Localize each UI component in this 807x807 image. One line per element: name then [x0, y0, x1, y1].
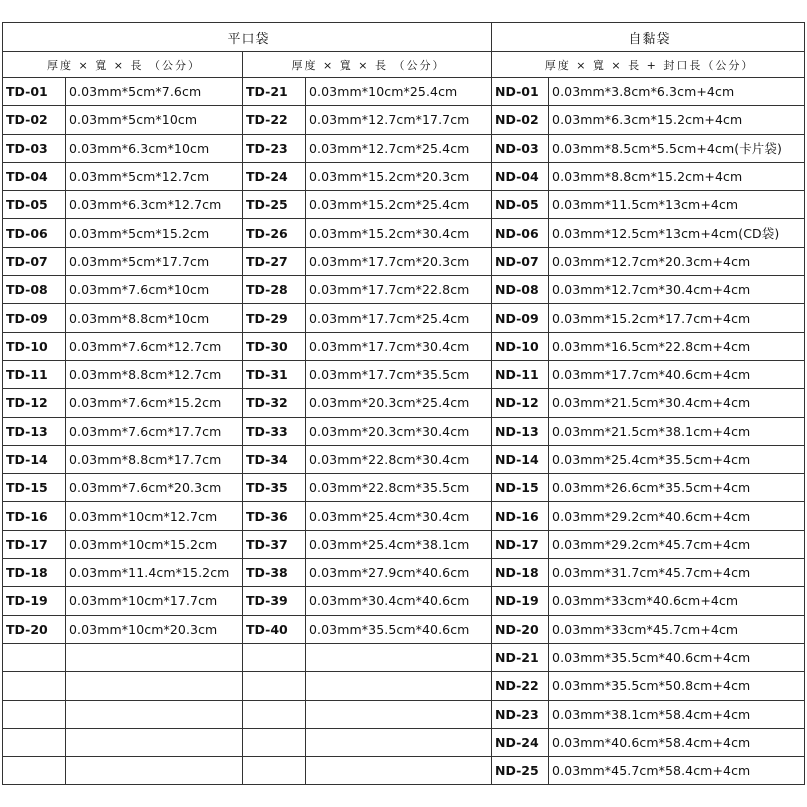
flat-bag-code: TD-18	[3, 559, 66, 587]
zip-bag-code: ND-09	[492, 304, 549, 332]
flat-bag-code: TD-21	[243, 78, 306, 106]
flat-bag-title: 平口袋	[3, 23, 492, 52]
table-row	[3, 530, 805, 558]
zip-bag-code: ND-03	[492, 134, 549, 162]
zip-bag-title: 自黏袋	[492, 23, 805, 52]
table-row	[3, 643, 805, 671]
flat-bag-code: TD-07	[3, 247, 66, 275]
zip-bag-code: ND-02	[492, 106, 549, 134]
flat-bag-code: TD-40	[243, 615, 306, 643]
flat-bag-code: TD-13	[3, 417, 66, 445]
flat-bag-code: TD-19	[3, 587, 66, 615]
flat-bag-code: TD-33	[243, 417, 306, 445]
flat-bag-spec: 0.03mm*7.6cm*17.7cm	[66, 417, 243, 445]
flat-bag-spec: 0.03mm*15.2cm*20.3cm	[306, 162, 492, 190]
flat-bag-spec	[306, 728, 492, 756]
zip-bag-code: ND-20	[492, 615, 549, 643]
zip-bag-code: ND-24	[492, 728, 549, 756]
zip-bag-code: ND-22	[492, 672, 549, 700]
zip-bag-spec: 0.03mm*29.2cm*40.6cm+4cm	[549, 502, 805, 530]
flat-bag-spec	[306, 672, 492, 700]
zip-bag-spec: 0.03mm*17.7cm*40.6cm+4cm	[549, 360, 805, 388]
flat-bag-spec	[306, 757, 492, 785]
zip-bag-spec: 0.03mm*11.5cm*13cm+4cm	[549, 191, 805, 219]
flat-bag-header-left: 厚度 × 寬 × 長 （公分）	[3, 52, 243, 78]
flat-bag-spec: 0.03mm*5cm*15.2cm	[66, 219, 243, 247]
flat-bag-spec: 0.03mm*5cm*17.7cm	[66, 247, 243, 275]
flat-bag-code	[3, 672, 66, 700]
flat-bag-spec: 0.03mm*8.8cm*12.7cm	[66, 360, 243, 388]
flat-bag-code	[243, 700, 306, 728]
flat-bag-spec: 0.03mm*10cm*20.3cm	[66, 615, 243, 643]
flat-bag-spec: 0.03mm*8.8cm*10cm	[66, 304, 243, 332]
table-row	[3, 615, 805, 643]
zip-bag-spec: 0.03mm*8.8cm*15.2cm+4cm	[549, 162, 805, 190]
flat-bag-spec: 0.03mm*5cm*12.7cm	[66, 162, 243, 190]
flat-bag-code: TD-11	[3, 360, 66, 388]
zip-bag-code: ND-07	[492, 247, 549, 275]
table-row	[3, 757, 805, 785]
flat-bag-code: TD-06	[3, 219, 66, 247]
zip-bag-spec: 0.03mm*21.5cm*30.4cm+4cm	[549, 389, 805, 417]
flat-bag-spec: 0.03mm*17.7cm*22.8cm	[306, 276, 492, 304]
flat-bag-code: TD-28	[243, 276, 306, 304]
flat-bag-code: TD-10	[3, 332, 66, 360]
flat-bag-spec: 0.03mm*10cm*17.7cm	[66, 587, 243, 615]
zip-bag-code: ND-13	[492, 417, 549, 445]
zip-bag-spec: 0.03mm*33cm*40.6cm+4cm	[549, 587, 805, 615]
table-row	[3, 559, 805, 587]
flat-bag-code: TD-30	[243, 332, 306, 360]
flat-bag-spec: 0.03mm*10cm*15.2cm	[66, 530, 243, 558]
zip-bag-spec: 0.03mm*8.5cm*5.5cm+4cm(卡片袋)	[549, 134, 805, 162]
table-row	[3, 360, 805, 388]
flat-bag-code: TD-26	[243, 219, 306, 247]
zip-bag-code: ND-14	[492, 445, 549, 473]
flat-bag-code	[243, 643, 306, 671]
flat-bag-header-right: 厚度 × 寬 × 長 （公分）	[243, 52, 492, 78]
flat-bag-code: TD-35	[243, 474, 306, 502]
flat-bag-spec	[306, 700, 492, 728]
flat-bag-spec	[66, 643, 243, 671]
zip-bag-code: ND-21	[492, 643, 549, 671]
table-row	[3, 587, 805, 615]
flat-bag-code: TD-03	[3, 134, 66, 162]
zip-bag-code: ND-10	[492, 332, 549, 360]
flat-bag-spec: 0.03mm*15.2cm*30.4cm	[306, 219, 492, 247]
header-row	[3, 52, 805, 78]
table-row	[3, 162, 805, 190]
flat-bag-code: TD-12	[3, 389, 66, 417]
flat-bag-spec: 0.03mm*20.3cm*25.4cm	[306, 389, 492, 417]
flat-bag-spec	[66, 672, 243, 700]
table-row	[3, 191, 805, 219]
table-row	[3, 728, 805, 756]
flat-bag-spec: 0.03mm*17.7cm*20.3cm	[306, 247, 492, 275]
zip-bag-spec: 0.03mm*35.5cm*50.8cm+4cm	[549, 672, 805, 700]
table-row	[3, 78, 805, 106]
zip-bag-code: ND-05	[492, 191, 549, 219]
table-row	[3, 276, 805, 304]
flat-bag-code: TD-05	[3, 191, 66, 219]
flat-bag-code: TD-22	[243, 106, 306, 134]
flat-bag-code: TD-17	[3, 530, 66, 558]
zip-bag-spec: 0.03mm*3.8cm*6.3cm+4cm	[549, 78, 805, 106]
zip-bag-spec: 0.03mm*35.5cm*40.6cm+4cm	[549, 643, 805, 671]
flat-bag-spec: 0.03mm*12.7cm*17.7cm	[306, 106, 492, 134]
flat-bag-code: TD-02	[3, 106, 66, 134]
zip-bag-header: 厚度 × 寬 × 長 + 封口長（公分）	[492, 52, 805, 78]
table-row	[3, 417, 805, 445]
zip-bag-spec: 0.03mm*12.5cm*13cm+4cm(CD袋)	[549, 219, 805, 247]
zip-bag-spec: 0.03mm*16.5cm*22.8cm+4cm	[549, 332, 805, 360]
flat-bag-spec: 0.03mm*7.6cm*12.7cm	[66, 332, 243, 360]
flat-bag-spec: 0.03mm*7.6cm*20.3cm	[66, 474, 243, 502]
flat-bag-code	[3, 643, 66, 671]
zip-bag-code: ND-04	[492, 162, 549, 190]
flat-bag-spec: 0.03mm*5cm*7.6cm	[66, 78, 243, 106]
flat-bag-spec	[66, 757, 243, 785]
flat-bag-spec: 0.03mm*25.4cm*38.1cm	[306, 530, 492, 558]
table-row	[3, 332, 805, 360]
flat-bag-spec: 0.03mm*7.6cm*15.2cm	[66, 389, 243, 417]
zip-bag-spec: 0.03mm*33cm*45.7cm+4cm	[549, 615, 805, 643]
zip-bag-spec: 0.03mm*25.4cm*35.5cm+4cm	[549, 445, 805, 473]
flat-bag-spec: 0.03mm*17.7cm*35.5cm	[306, 360, 492, 388]
flat-bag-spec	[306, 643, 492, 671]
zip-bag-spec: 0.03mm*38.1cm*58.4cm+4cm	[549, 700, 805, 728]
flat-bag-spec: 0.03mm*22.8cm*35.5cm	[306, 474, 492, 502]
flat-bag-spec: 0.03mm*10cm*25.4cm	[306, 78, 492, 106]
table-row	[3, 502, 805, 530]
flat-bag-code: TD-24	[243, 162, 306, 190]
flat-bag-code: TD-04	[3, 162, 66, 190]
zip-bag-code: ND-06	[492, 219, 549, 247]
title-row	[3, 23, 805, 52]
flat-bag-spec: 0.03mm*30.4cm*40.6cm	[306, 587, 492, 615]
flat-bag-code	[243, 757, 306, 785]
flat-bag-code: TD-34	[243, 445, 306, 473]
flat-bag-code: TD-14	[3, 445, 66, 473]
table-row	[3, 672, 805, 700]
flat-bag-spec: 0.03mm*17.7cm*25.4cm	[306, 304, 492, 332]
flat-bag-code: TD-36	[243, 502, 306, 530]
zip-bag-spec: 0.03mm*12.7cm*20.3cm+4cm	[549, 247, 805, 275]
flat-bag-spec: 0.03mm*35.5cm*40.6cm	[306, 615, 492, 643]
zip-bag-code: ND-12	[492, 389, 549, 417]
flat-bag-code	[243, 728, 306, 756]
zip-bag-spec: 0.03mm*6.3cm*15.2cm+4cm	[549, 106, 805, 134]
zip-bag-spec: 0.03mm*15.2cm*17.7cm+4cm	[549, 304, 805, 332]
flat-bag-code: TD-29	[243, 304, 306, 332]
table-row	[3, 134, 805, 162]
zip-bag-spec: 0.03mm*12.7cm*30.4cm+4cm	[549, 276, 805, 304]
zip-bag-code: ND-11	[492, 360, 549, 388]
zip-bag-code: ND-17	[492, 530, 549, 558]
flat-bag-code: TD-20	[3, 615, 66, 643]
flat-bag-spec: 0.03mm*8.8cm*17.7cm	[66, 445, 243, 473]
flat-bag-spec: 0.03mm*27.9cm*40.6cm	[306, 559, 492, 587]
flat-bag-spec: 0.03mm*7.6cm*10cm	[66, 276, 243, 304]
table-row	[3, 389, 805, 417]
zip-bag-code: ND-25	[492, 757, 549, 785]
table-row	[3, 106, 805, 134]
table-row	[3, 700, 805, 728]
table-row	[3, 219, 805, 247]
flat-bag-spec: 0.03mm*10cm*12.7cm	[66, 502, 243, 530]
flat-bag-code	[3, 757, 66, 785]
flat-bag-code: TD-23	[243, 134, 306, 162]
flat-bag-spec: 0.03mm*11.4cm*15.2cm	[66, 559, 243, 587]
flat-bag-spec: 0.03mm*17.7cm*30.4cm	[306, 332, 492, 360]
table-row	[3, 474, 805, 502]
zip-bag-spec: 0.03mm*29.2cm*45.7cm+4cm	[549, 530, 805, 558]
flat-bag-code: TD-08	[3, 276, 66, 304]
zip-bag-spec: 0.03mm*45.7cm*58.4cm+4cm	[549, 757, 805, 785]
table-row	[3, 445, 805, 473]
zip-bag-spec: 0.03mm*26.6cm*35.5cm+4cm	[549, 474, 805, 502]
flat-bag-code: TD-16	[3, 502, 66, 530]
flat-bag-code: TD-39	[243, 587, 306, 615]
flat-bag-spec	[66, 700, 243, 728]
zip-bag-code: ND-18	[492, 559, 549, 587]
flat-bag-code: TD-01	[3, 78, 66, 106]
flat-bag-code: TD-27	[243, 247, 306, 275]
zip-bag-spec: 0.03mm*40.6cm*58.4cm+4cm	[549, 728, 805, 756]
zip-bag-code: ND-16	[492, 502, 549, 530]
flat-bag-spec: 0.03mm*6.3cm*10cm	[66, 134, 243, 162]
zip-bag-code: ND-08	[492, 276, 549, 304]
flat-bag-spec: 0.03mm*20.3cm*30.4cm	[306, 417, 492, 445]
flat-bag-code: TD-31	[243, 360, 306, 388]
flat-bag-code: TD-15	[3, 474, 66, 502]
zip-bag-code: ND-23	[492, 700, 549, 728]
flat-bag-code	[243, 672, 306, 700]
flat-bag-code: TD-32	[243, 389, 306, 417]
flat-bag-spec: 0.03mm*25.4cm*30.4cm	[306, 502, 492, 530]
flat-bag-spec: 0.03mm*12.7cm*25.4cm	[306, 134, 492, 162]
flat-bag-spec: 0.03mm*22.8cm*30.4cm	[306, 445, 492, 473]
flat-bag-code	[3, 728, 66, 756]
flat-bag-code: TD-38	[243, 559, 306, 587]
table-row	[3, 304, 805, 332]
zip-bag-spec: 0.03mm*21.5cm*38.1cm+4cm	[549, 417, 805, 445]
zip-bag-code: ND-19	[492, 587, 549, 615]
zip-bag-spec: 0.03mm*31.7cm*45.7cm+4cm	[549, 559, 805, 587]
bag-size-table	[2, 22, 805, 785]
flat-bag-spec	[66, 728, 243, 756]
table-row	[3, 247, 805, 275]
flat-bag-spec: 0.03mm*5cm*10cm	[66, 106, 243, 134]
flat-bag-spec: 0.03mm*6.3cm*12.7cm	[66, 191, 243, 219]
flat-bag-code: TD-37	[243, 530, 306, 558]
zip-bag-code: ND-15	[492, 474, 549, 502]
flat-bag-spec: 0.03mm*15.2cm*25.4cm	[306, 191, 492, 219]
zip-bag-code: ND-01	[492, 78, 549, 106]
flat-bag-code: TD-09	[3, 304, 66, 332]
flat-bag-code: TD-25	[243, 191, 306, 219]
flat-bag-code	[3, 700, 66, 728]
